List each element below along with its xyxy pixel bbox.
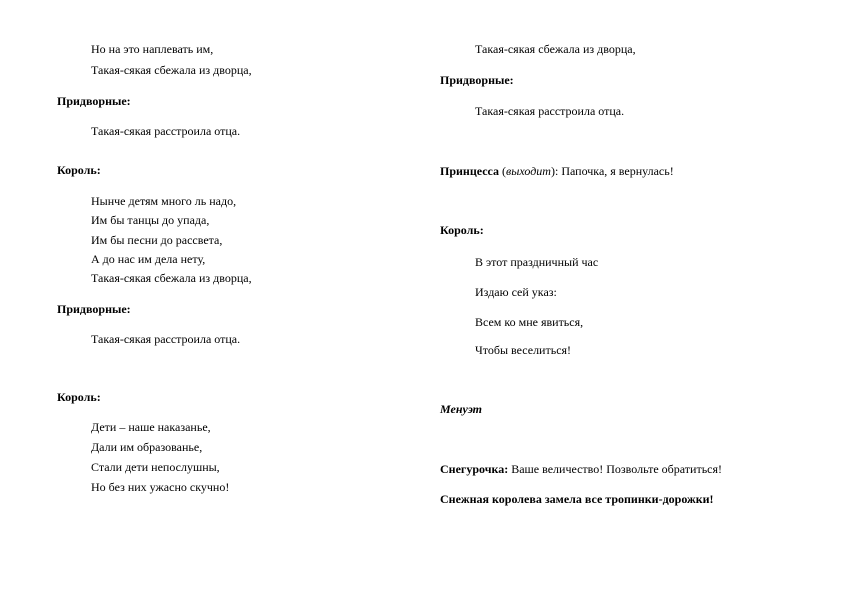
verse-line: В этот праздничный час <box>475 255 599 269</box>
stage-direction-enters: выходит <box>506 164 551 178</box>
verse-line: Дети – наше наказанье, <box>91 420 211 434</box>
speaker-princess: Принцесса <box>440 164 500 178</box>
snow-queen-line: Снежная королева замела все тропинки-дорожки! <box>440 492 714 506</box>
speaker-snegurochka: Снегурочка: <box>440 462 509 476</box>
verse-line: Стали дети непослушны, <box>91 460 220 474</box>
verse-line: Дали им образованье, <box>91 440 203 454</box>
verse-line: Такая-сякая расстроила отца. <box>91 124 241 138</box>
verse-line: Такая-сякая расстроила отца. <box>91 332 241 346</box>
verse-line: Им бы танцы до упада, <box>91 213 210 227</box>
princess-speech: Папочка, я вернулась! <box>558 164 674 178</box>
paren-close: ): <box>550 164 559 178</box>
paren-open: ( <box>499 164 507 178</box>
verse-line: Но на это наплевать им, <box>91 42 214 56</box>
stage-direction-minuet: Менуэт <box>440 402 482 416</box>
snegurochka-line <box>440 462 722 476</box>
verse-line: Такая-сякая сбежала из дворца, <box>91 63 252 77</box>
speaker-king: Король: <box>57 390 101 404</box>
speaker-courtiers: Придворные: <box>440 73 514 87</box>
verse-line: Всем ко мне явиться, <box>475 315 584 329</box>
speaker-king: Король: <box>440 223 484 237</box>
verse-line: Издаю сей указ: <box>475 285 557 299</box>
speaker-king: Король: <box>57 163 101 177</box>
speaker-courtiers: Придворные: <box>57 302 131 316</box>
verse-line: Такая-сякая расстроила отца. <box>475 104 625 118</box>
princess-line <box>440 164 674 178</box>
verse-line: Им бы песни до рассвета, <box>91 233 223 247</box>
verse-line: Чтобы веселиться! <box>475 343 572 357</box>
speaker-courtiers: Придворные: <box>57 94 131 108</box>
verse-line: Такая-сякая сбежала из дворца, <box>475 42 636 56</box>
verse-line: Нынче детям много ль надо, <box>91 194 237 208</box>
verse-line: Такая-сякая сбежала из дворца, <box>91 271 252 285</box>
verse-line: Но без них ужасно скучно! <box>91 480 230 494</box>
verse-line: А до нас им дела нету, <box>91 252 206 266</box>
snegurochka-speech: Ваше величество! Позвольте обратиться! <box>508 462 723 476</box>
